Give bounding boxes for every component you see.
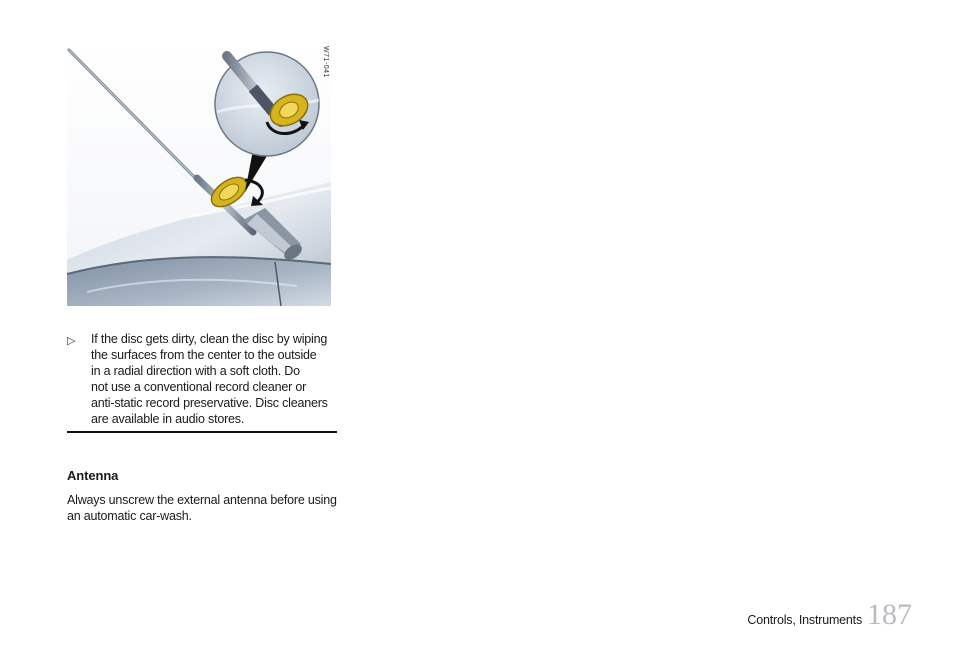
care-note-text: If the disc gets dirty, clean the disc by wiping the surfaces from the center to the outside in a radial direction with a soft cloth. Do not use a conventional record cleaner or anti-static record preservative. Disc cleaners are available in audio stores. — [91, 332, 328, 426]
footer-section-title: Controls, Instruments — [747, 613, 862, 627]
antenna-illustration — [67, 42, 331, 306]
figure-reference-label: W71-041 — [322, 46, 329, 78]
figure-reference-code — [311, 46, 341, 86]
page-number: 187 — [867, 598, 912, 631]
section-body: Always unscrew the external antenna before using an automatic car-wash. — [67, 493, 337, 523]
care-note — [67, 331, 337, 427]
bullet-triangle-icon: ▷ — [67, 335, 76, 347]
section-heading: Antenna — [67, 468, 119, 483]
section-divider — [67, 431, 337, 433]
page-footer — [747, 600, 912, 630]
